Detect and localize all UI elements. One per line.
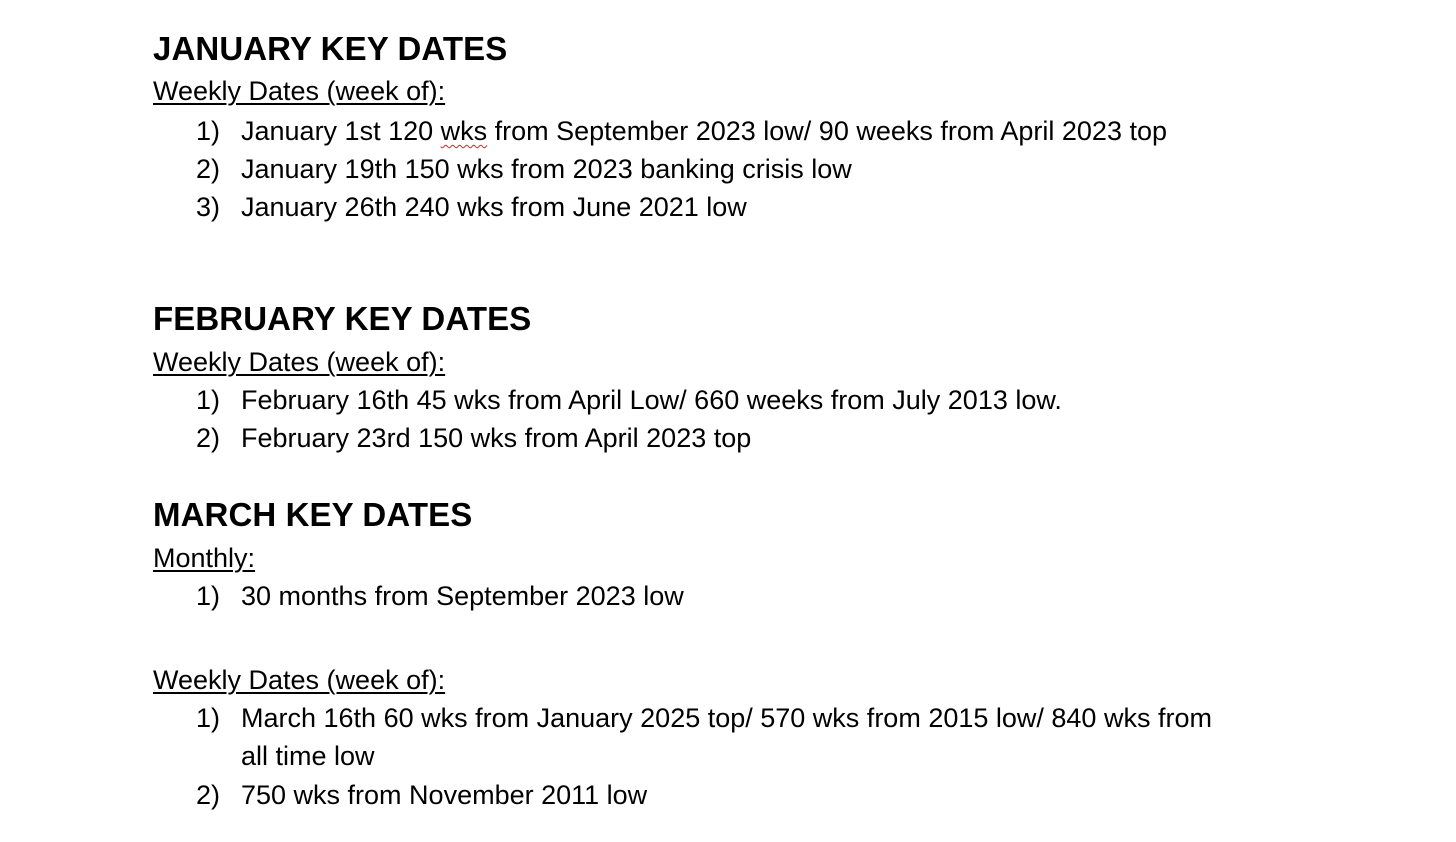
- list-item-text: [241, 699, 1212, 775]
- list-item-number: 1): [196, 581, 221, 611]
- list-item-text-line-2: all time low: [241, 741, 375, 771]
- list-item-number: 1): [196, 116, 221, 146]
- list-item: [196, 699, 1212, 775]
- february-section-title: FEBRUARY KEY DATES: [153, 300, 532, 337]
- list-item: [196, 776, 647, 814]
- list-item: [196, 381, 1062, 419]
- list-item-text-start: January 1st 120: [241, 116, 441, 146]
- february-weekly-heading: Weekly Dates (week of):: [153, 347, 446, 377]
- list-item-text: [241, 112, 1167, 150]
- list-item-text: January 26th 240 wks from June 2021 low: [241, 192, 747, 222]
- list-item-number: 1): [196, 703, 221, 733]
- list-item: [196, 150, 852, 188]
- list-item: [196, 577, 684, 615]
- list-item-number: 2): [196, 423, 221, 453]
- march-section-title: MARCH KEY DATES: [153, 496, 473, 533]
- list-item: [196, 419, 751, 457]
- list-item-text-line-1: March 16th 60 wks from January 2025 top/ 570 wks from 2015 low/ 840 wks from: [241, 703, 1212, 733]
- list-item-text: February 16th 45 wks from April Low/ 660 weeks from July 2013 low.: [241, 385, 1062, 415]
- list-item-text: 30 months from September 2023 low: [241, 581, 684, 611]
- list-item-number: 2): [196, 780, 221, 810]
- list-item-text-end: from September 2023 low/ 90 weeks from April 2023 top: [487, 116, 1167, 146]
- march-weekly-heading: Weekly Dates (week of):: [153, 665, 446, 695]
- list-item-number: 2): [196, 154, 221, 184]
- list-item: [196, 188, 747, 226]
- spellcheck-flagged-word[interactable]: wks: [440, 116, 488, 146]
- january-weekly-heading: Weekly Dates (week of):: [153, 76, 446, 106]
- list-item-text: February 23rd 150 wks from April 2023 top: [241, 423, 752, 453]
- list-item-number: 3): [196, 192, 221, 222]
- list-item-text: January 19th 150 wks from 2023 banking crisis low: [241, 154, 852, 184]
- march-monthly-heading: Monthly:: [153, 543, 256, 573]
- list-item-number: 1): [196, 385, 221, 415]
- list-item-text: 750 wks from November 2011 low: [241, 780, 648, 810]
- list-item: [196, 112, 1167, 150]
- january-section-title: JANUARY KEY DATES: [153, 30, 508, 67]
